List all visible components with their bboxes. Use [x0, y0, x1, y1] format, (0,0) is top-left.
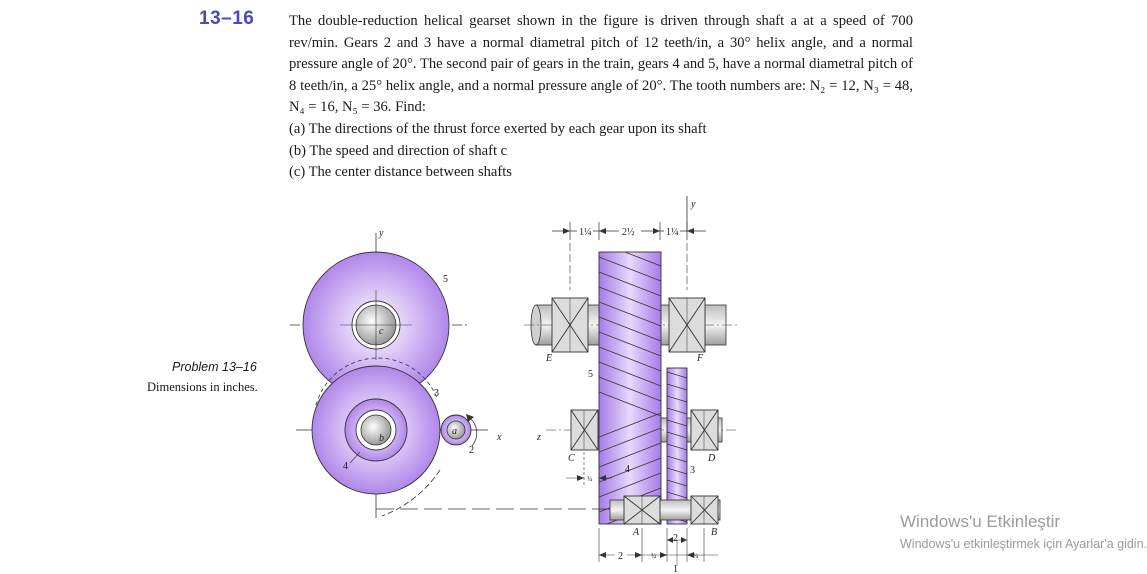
front-axis-z-label: z [537, 432, 541, 443]
dim-top-left: 1¼ [579, 227, 592, 238]
bearing-label-f: F [697, 353, 704, 364]
bearing-a [624, 496, 660, 524]
figure-caption-subtitle: Dimensions in inches. [147, 380, 258, 394]
bearing-label-d: D [708, 453, 716, 464]
shaft-c-label: c [379, 326, 384, 337]
bearing-c [571, 410, 598, 450]
bearing-label-c: C [568, 453, 575, 464]
shaft-a [376, 500, 720, 520]
dim-bottom-center: 2 [673, 533, 678, 544]
axis-y-label: y [379, 228, 384, 239]
dim-top-center: 2½ [622, 227, 635, 238]
bearing-d [691, 410, 718, 450]
dim-mid-value: ¾ [587, 475, 593, 483]
question-part-a: (a) The directions of the thrust force exerted by each gear upon its shaft [289, 120, 707, 137]
gear-5-label: 5 [443, 274, 448, 285]
gear-4-label: 4 [343, 461, 348, 472]
gear-5-face [599, 242, 661, 527]
problem-paragraph: The double-reduction helical gearset shown in the figure is driven through shaft a at a speed of 700 rev/min. Gears 2 and 3 have a normal diametral pitch of 12 teeth/in, a 30° helix angle, and a normal pressure angle of 20°. The second pair of gears in the train, gears 4 and 5, have a normal diametral pitch of 8 teeth/in, a 25° helix angle, and a normal pressure angle of 20°. The tooth numbers are: N₂ = 12, N₃ = 48, N₄ = 16, N₅ = 36. Find: [289, 13, 913, 116]
activation-watermark-subtitle: Windows'u etkinleştirmek için Ayarlar'a gidin. [900, 537, 1147, 551]
problem-number: 13–16 [199, 8, 255, 29]
shaft-b-label: b [379, 433, 384, 444]
front-axis-y-label: y [691, 199, 696, 210]
dim-bottom-under: 1 [673, 564, 678, 574]
gear-3-front-label: 3 [690, 465, 695, 476]
activation-watermark-title: Windows'u Etkinleştir [900, 512, 1061, 531]
figure-caption-title: Problem 13–16 [172, 360, 257, 374]
dim-top-right: 1¼ [666, 227, 679, 238]
dimension-bottom [599, 528, 718, 574]
shaft-b-hub [361, 415, 391, 445]
question-part-b: (b) The speed and direction of shaft c [289, 142, 508, 159]
axis-x-label: x [497, 432, 502, 443]
bearing-e [552, 298, 588, 352]
front-view [376, 196, 740, 574]
side-view [290, 228, 502, 518]
gear-4-front-label: 4 [625, 464, 630, 475]
bearing-label-b: B [711, 527, 718, 538]
bearing-label-e: E [546, 353, 553, 364]
gear-2-label: 2 [469, 445, 474, 456]
question-part-c: (c) The center distance between shafts [289, 164, 512, 181]
bearing-f [669, 298, 705, 352]
gear-5-front-label: 5 [588, 369, 593, 380]
dim-bottom-left: 2 [618, 551, 623, 562]
dim-bottom-mid: ¾ [651, 552, 657, 560]
dimension-top [552, 222, 706, 240]
gear-3-label: 3 [434, 388, 439, 399]
dim-bottom-right: ¾ [693, 552, 699, 560]
bearing-b [691, 496, 718, 524]
bearing-label-a: A [633, 527, 640, 538]
shaft-a-label: a [452, 426, 457, 437]
